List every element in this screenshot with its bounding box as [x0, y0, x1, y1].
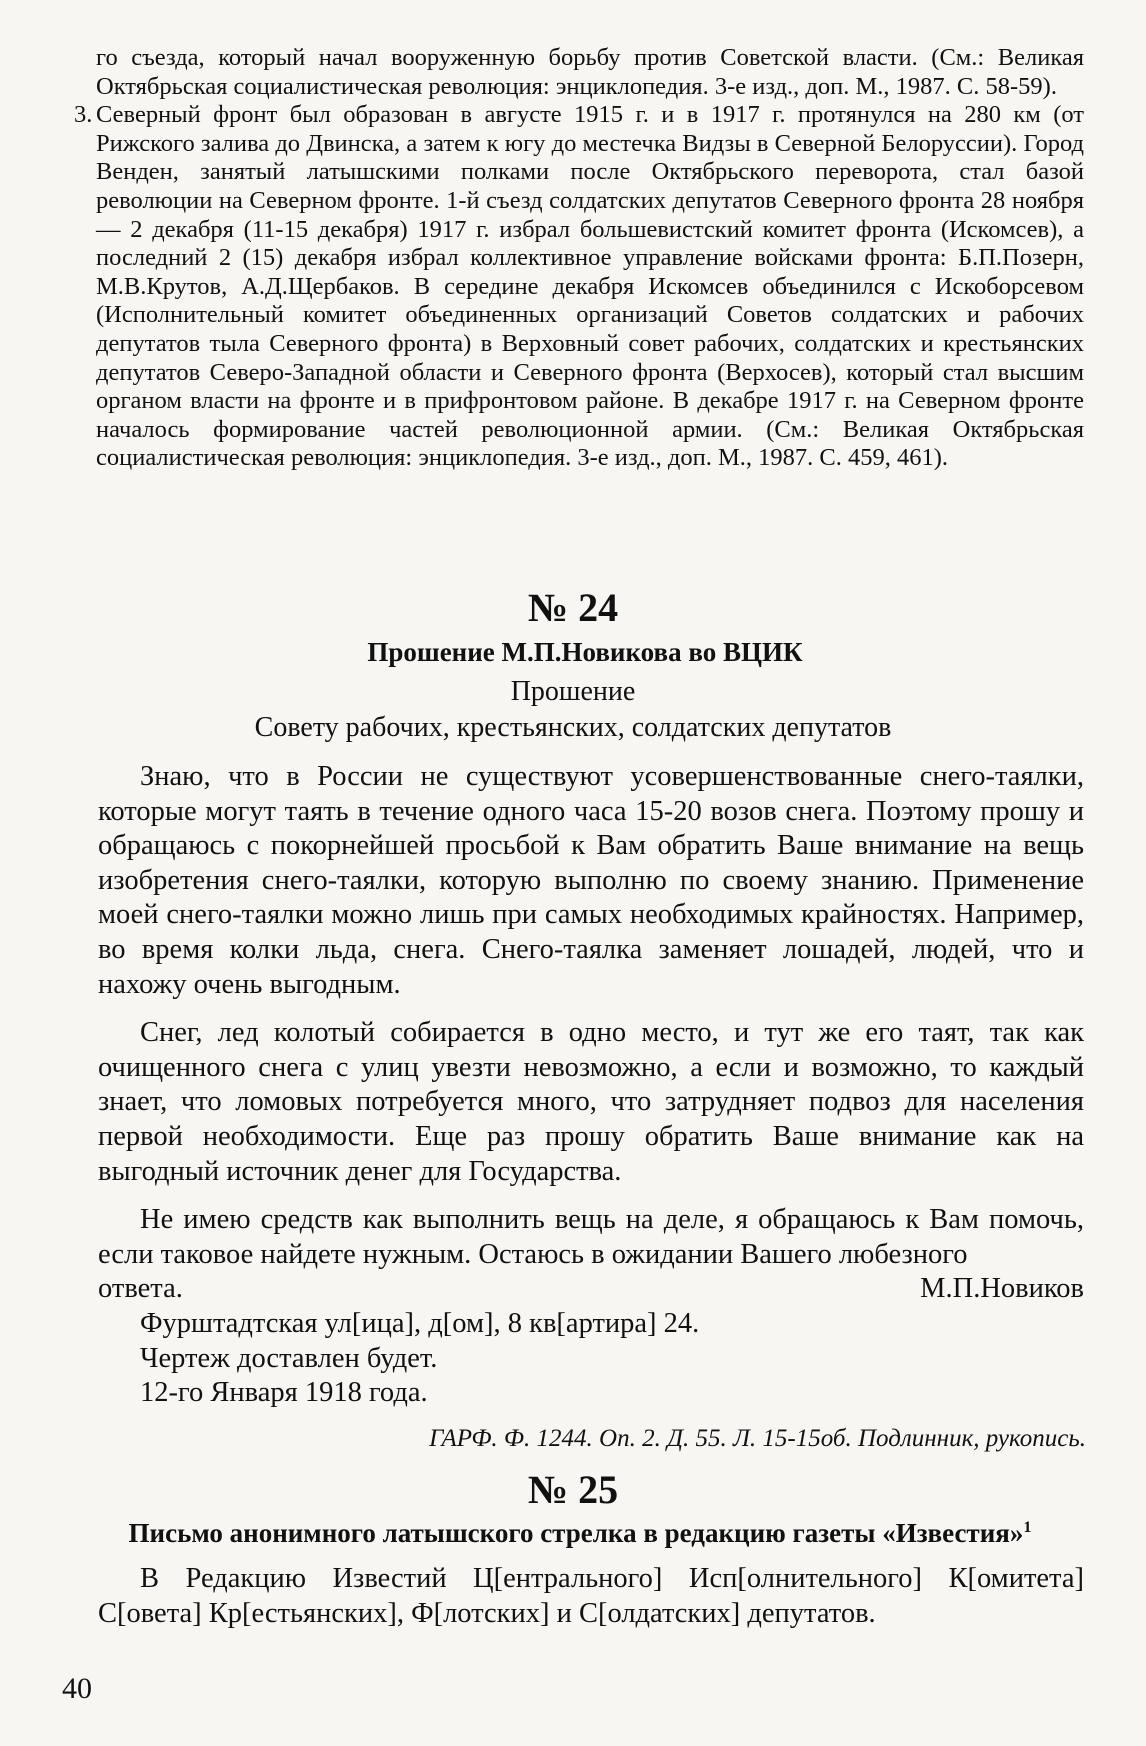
document-24-title: Прошение М.П.Новикова во ВЦИК: [367, 637, 803, 667]
document-25-title: [60, 1517, 1100, 1549]
page-number: 40: [62, 1672, 92, 1705]
address-line: Фурштадтская ул[ица], д[ом], 8 кв[артира] 24.: [140, 1307, 700, 1339]
paragraph-3-end: ответа.: [98, 1273, 183, 1305]
document-24-paragraph-1: Знаю, что в России не существуют усовершенствованные снего-таялки, которые могут таять в течение одного часа 15-20 возов снега. Поэтому прошу и обращаюсь с покорнейшей просьбой к Вам обратить Ваше внимание на вещь изобретения снего-таялки, которую выполню по своему знанию. Применение моей снего-таялки можно лишь при самых необходимых крайностях. Например, во время колки льда, снега. Снего-таялка заменяет лошадей, людей, что и нахожу очень выгодным.: [98, 761, 1084, 1000]
footnotes-section: [74, 44, 1084, 473]
footnote-number: 3.: [74, 101, 93, 129]
drawing-note: Чертеж доставлен будет.: [140, 1342, 438, 1374]
signature-line: [98, 1272, 1084, 1307]
document-24-number: № 24: [527, 585, 619, 630]
document-25-title-text: Письмо анонимного латышского стрелка в редакцию газеты «Известия»: [128, 1518, 1024, 1548]
letter-date: 12-го Января 1918 года.: [140, 1377, 428, 1409]
footnote-text: Северный фронт был образован в августе 1915 г. и в 1917 г. протянулся на 280 км (от Рижского залива до Двинска, а затем к югу до местечка Видзы в Северной Белоруссии). Город Венден, занятый латышскими полками после Октябрьского переворота, стал базой революции на Северном фронте. 1-й съезд солдатских депутатов Северного фронта 28 ноября — 2 декабря (11-15 декабря) 1917 г. избрал большевистский комитет фронта (Искомсев), а последний 2 (15) декабря избрал коллективное управление войсками фронта: Б.П.Позерн, М.В.Крутов, А.Д.Щербаков. В середине декабря Искомсев объединился с Искоборсевом (Исполнительный комитет объединенных организаций Советов солдатских и рабочих депутатов тыла Северного фронта) в Верховный совет рабочих, солдатских и крестьянских депутатов Северо-Западной области и Северного фронта (Верхосев), который стал высшим органом власти на фронте и в прифронтовом районе. В декабре 1917 г. на Северном фронте началось формирование частей революционной армии. (См.: Великая Октябрьская социалистическая революция: энциклопедия. 3-е изд., доп. М., 1987. С. 459, 461).: [96, 101, 1084, 472]
document-24-paragraph-3: Не имею средств как выполнить вещь на деле, я обращаюсь к Вам помочь, если таковое найдете нужным. Остаюсь в ожидании Вашего любезного: [98, 1204, 1084, 1270]
document-25-number: № 25: [527, 1467, 619, 1512]
footnote-3: [74, 101, 1084, 473]
document-24-subtitle: Прошение: [510, 676, 636, 707]
signature: М.П.Новиков: [920, 1273, 1084, 1305]
document-24-addressee: Совету рабочих, крестьянских, солдатских депутатов: [254, 712, 892, 743]
document-25-body: [98, 1562, 1084, 1631]
footnote-continuation: го съезда, который начал вооруженную борьбу против Советской власти. (См.: Великая Октябрьская социалистическая революция: энциклопедия. 3-е изд., доп. М., 1987. С. 58-59).: [96, 44, 1084, 100]
document-25-paragraph-1: В Редакцию Известий Ц[ентрального] Исп[олнительного] К[омитета] С[овета] Кр[естьянских], Ф[лотских] и С[олдатских] депутатов.: [98, 1563, 1084, 1629]
document-24-body: [98, 760, 1084, 1411]
title-footnote-marker: 1: [1023, 1518, 1032, 1536]
document-24-paragraph-2: Снег, лед колотый собирается в одно место, и тут же его таят, так как очищенного снега с улиц увезти невозможно, а если и возможно, то каждый знает, что ломовых потребуется много, что затрудняет подвоз для населения первой необходимости. Еще раз прошу обратить Ваше внимание как на выгодный источник денег для Государства.: [98, 1017, 1084, 1187]
archive-reference: ГАРФ. Ф. 1244. Оп. 2. Д. 55. Л. 15-15об. Подлинник, рукопись.: [429, 1425, 1086, 1452]
